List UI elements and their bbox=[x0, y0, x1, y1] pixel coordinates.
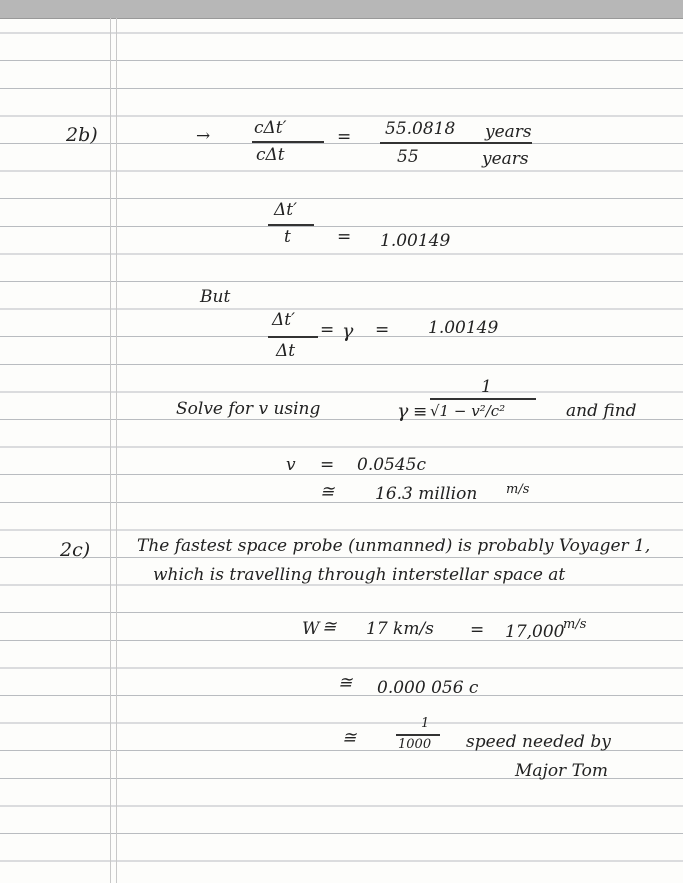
page-top-edge bbox=[0, 0, 683, 19]
frac-tail-line2: Major Tom bbox=[515, 761, 608, 781]
ratio1-right-denominator: 55 bbox=[397, 147, 419, 167]
ratio2-equals: = bbox=[337, 227, 352, 247]
frac-numerator: 1 bbox=[421, 716, 430, 731]
c-value: 0.000 056 c bbox=[377, 678, 479, 698]
margin-line-right bbox=[116, 18, 117, 883]
solve-equiv: ≡ bbox=[413, 402, 428, 422]
2c-text-line2: which is travelling through interstellar space at bbox=[153, 565, 566, 585]
w-value2: 17,000 bbox=[505, 622, 565, 642]
result-equals: = bbox=[320, 455, 335, 475]
ratio3-bar bbox=[268, 336, 318, 338]
but-text: But bbox=[200, 287, 231, 307]
w-unit: m/s bbox=[563, 617, 587, 632]
solve-tail: and find bbox=[566, 401, 637, 421]
arrow: → bbox=[196, 126, 211, 146]
ratio1-bar bbox=[252, 141, 324, 143]
frac-bar bbox=[396, 734, 440, 736]
2c-text-line1: The fastest space probe (unmanned) is probably Voyager 1, bbox=[137, 536, 651, 556]
ratio1-right-numerator: 55.0818 bbox=[385, 119, 456, 139]
w-equals: = bbox=[470, 620, 485, 640]
solve-denominator: √1 − v²/c² bbox=[430, 402, 506, 420]
solve-gamma: γ bbox=[397, 400, 409, 422]
result-approx: ≅ bbox=[320, 482, 335, 502]
ratio2-value: 1.00149 bbox=[380, 231, 451, 251]
ratio3-numerator: Δt′ bbox=[272, 310, 295, 330]
ratio2-numerator: Δt′ bbox=[274, 200, 297, 220]
solve-fraction-bar bbox=[430, 398, 536, 400]
w-value: 17 km/s bbox=[366, 619, 434, 639]
w-approx: ≅ bbox=[322, 617, 337, 637]
ratio2-denominator: t bbox=[284, 227, 291, 247]
frac-approx: ≅ bbox=[342, 728, 357, 748]
ratio1-right-bar bbox=[380, 142, 532, 144]
solve-numerator: 1 bbox=[481, 377, 492, 397]
result-v: v bbox=[286, 455, 296, 475]
solve-text: Solve for v using bbox=[176, 399, 321, 419]
margin-line-left bbox=[110, 18, 111, 883]
label-2b: 2b) bbox=[66, 124, 98, 146]
frac-tail-line1: speed needed by bbox=[466, 732, 611, 752]
result-unit: m/s bbox=[506, 482, 530, 497]
label-2c: 2c) bbox=[60, 539, 91, 561]
frac-denominator: 1000 bbox=[398, 737, 432, 752]
ratio1-numerator: cΔt′ bbox=[254, 118, 287, 138]
ratio3-gamma: γ bbox=[342, 320, 354, 342]
ratio2-bar bbox=[268, 224, 314, 226]
result-value2: 16.3 million bbox=[375, 484, 478, 504]
ratio1-right-den-unit: years bbox=[482, 149, 529, 169]
ratio3-equals2: = bbox=[375, 320, 390, 340]
ratio3-equals1: = bbox=[320, 320, 335, 340]
ratio1-equals: = bbox=[337, 127, 352, 147]
c-approx: ≅ bbox=[338, 673, 353, 693]
ratio3-value: 1.00149 bbox=[428, 318, 499, 338]
ratio3-denominator: Δt bbox=[276, 341, 296, 361]
result-value: 0.0545c bbox=[357, 455, 427, 475]
ratio1-right-num-unit: years bbox=[485, 122, 532, 142]
ratio1-denominator: cΔt bbox=[256, 145, 285, 165]
w-symbol: W bbox=[302, 619, 320, 639]
